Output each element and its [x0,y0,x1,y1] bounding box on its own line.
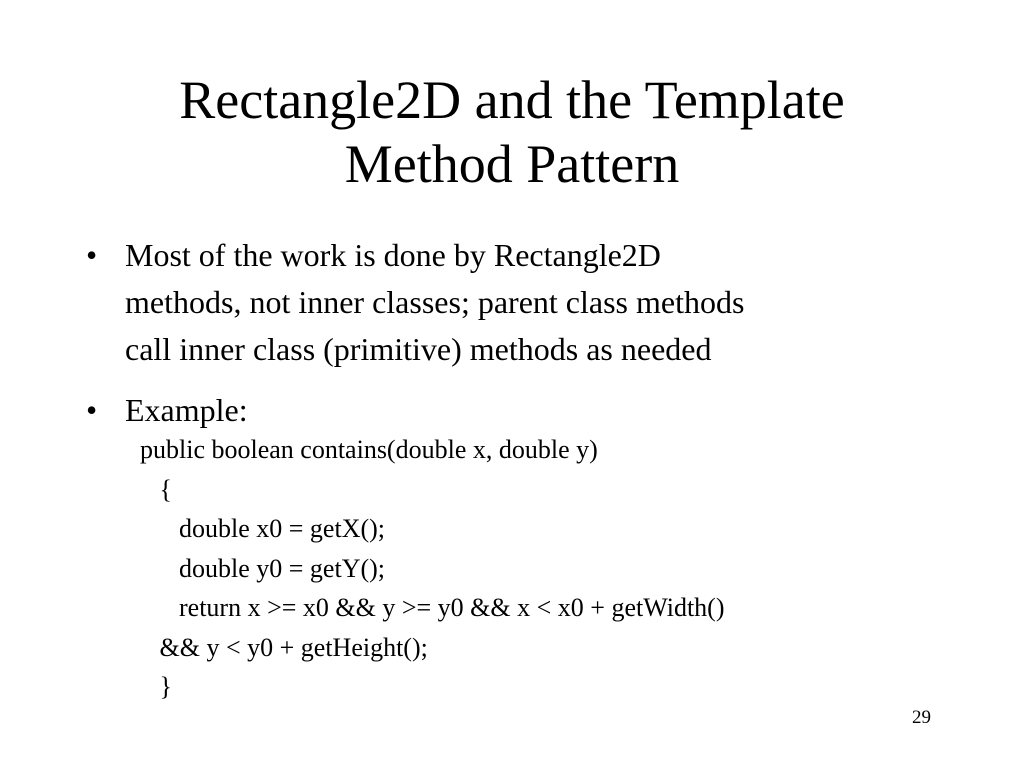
bullet-text-line: Most of the work is done by Rectangle2D [125,237,661,273]
bullet-marker: • [86,237,98,273]
code-line: { [140,474,172,504]
slide-title-line: Method Pattern [344,134,680,194]
bullet-text-line: methods, not inner classes; parent class methods [125,284,745,320]
bullet-text-line: call inner class (primitive) methods as needed [125,331,712,367]
page-number: 29 [912,707,931,728]
code-line: } [140,672,172,701]
bullet-list [86,232,966,448]
code-line: double y0 = getY(); [140,553,386,583]
bullet-item-work-done [86,232,966,373]
slide-title [60,68,964,196]
bullet-marker: • [86,392,98,428]
code-line: double x0 = getX(); [140,514,386,543]
bullet-text-line: Example: [125,392,248,428]
code-line: public boolean contains(double x, double y) [140,435,598,464]
code-example [140,430,960,707]
bullet-text [125,232,966,373]
bullet-text [125,387,966,434]
code-line: return x >= x0 && y >= y0 && x < x0 + getWidth() [140,593,725,622]
code-line: && y < y0 + getHeight(); [140,632,428,662]
bullet-item-example [86,387,966,434]
slide-title-line: Rectangle2D and the Template [179,70,845,130]
